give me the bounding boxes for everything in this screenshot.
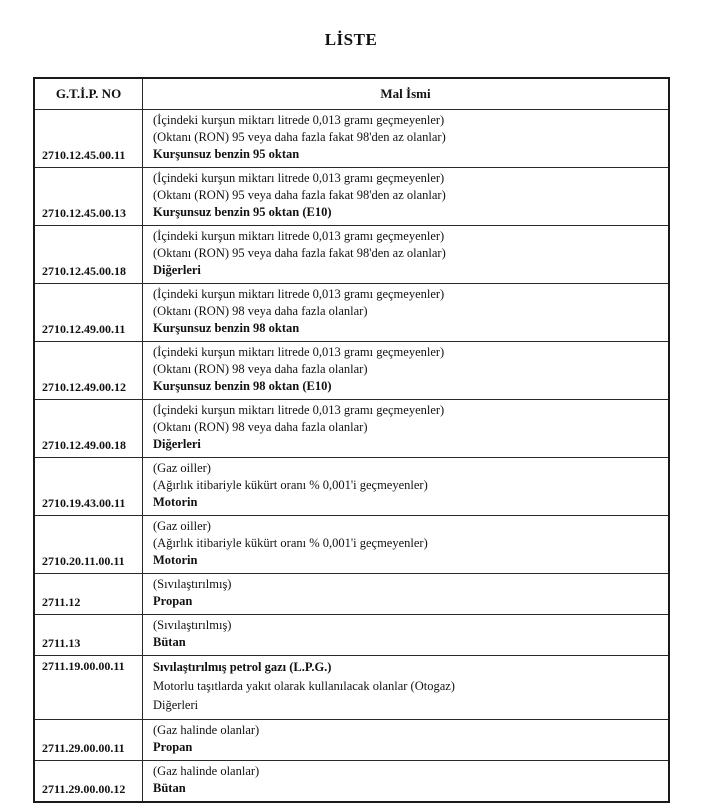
- column-header-mal-ismi: Mal İsmi: [143, 78, 670, 110]
- row-line: Kurşunsuz benzin 95 oktan (E10): [153, 205, 332, 219]
- row-line: (İçindeki kurşun miktarı litrede 0,013 gramı geçmeyenler): [153, 113, 445, 127]
- table-row: [34, 342, 669, 400]
- row-name-cell: [143, 458, 670, 516]
- row-name-cell: [143, 168, 670, 226]
- row-name-cell: [143, 720, 670, 761]
- row-line: (Gaz oiller): [153, 519, 211, 533]
- page-title: LİSTE: [324, 30, 378, 49]
- table-row: [34, 574, 669, 615]
- row-line: (Ağırlık itibariyle kükürt oranı % 0,001'i geçmeyenler): [153, 478, 428, 492]
- row-code-cell: 2711.19.00.00.11: [34, 656, 143, 720]
- row-line: (İçindeki kurşun miktarı litrede 0,013 gramı geçmeyenler): [153, 229, 445, 243]
- row-line: (İçindeki kurşun miktarı litrede 0,013 gramı geçmeyenler): [153, 287, 445, 301]
- table-row: [34, 400, 669, 458]
- table-row: [34, 720, 669, 761]
- row-line: (Oktanı (RON) 98 veya daha fazla olanlar): [153, 420, 368, 434]
- row-code-cell: 2711.29.00.00.12: [34, 761, 143, 803]
- row-line: (İçindeki kurşun miktarı litrede 0,013 gramı geçmeyenler): [153, 345, 445, 359]
- row-name-cell: [143, 342, 670, 400]
- row-line: (İçindeki kurşun miktarı litrede 0,013 gramı geçmeyenler): [153, 403, 445, 417]
- table-row: [34, 615, 669, 656]
- row-name-cell: [143, 400, 670, 458]
- row-code-cell: 2710.12.45.00.11: [34, 110, 143, 168]
- row-line: Motorin: [153, 553, 198, 567]
- table-row: [34, 656, 669, 720]
- row-line: Propan: [153, 740, 193, 754]
- row-line: Diğerleri: [153, 698, 199, 712]
- row-line: (Gaz halinde olanlar): [153, 723, 260, 737]
- table-row: [34, 110, 669, 168]
- table-body: [34, 110, 669, 803]
- row-code-cell: 2711.13: [34, 615, 143, 656]
- row-name-cell: [143, 761, 670, 803]
- row-line: (Sıvılaştırılmış): [153, 618, 232, 632]
- table-row: [34, 226, 669, 284]
- tariff-table: [33, 77, 670, 803]
- row-line: (Gaz oiller): [153, 461, 211, 475]
- row-code-cell: 2710.19.43.00.11: [34, 458, 143, 516]
- row-line: Motorin: [153, 495, 198, 509]
- row-name-cell: [143, 226, 670, 284]
- row-name-cell: [143, 284, 670, 342]
- header-row: [34, 78, 669, 110]
- table-row: [34, 284, 669, 342]
- row-name-cell: [143, 615, 670, 656]
- row-name-cell: [143, 656, 670, 720]
- row-line: Kurşunsuz benzin 98 oktan: [153, 321, 300, 335]
- table-row: [34, 458, 669, 516]
- row-code-cell: 2710.12.49.00.11: [34, 284, 143, 342]
- row-line: (Oktanı (RON) 98 veya daha fazla olanlar): [153, 304, 368, 318]
- row-line: (Gaz halinde olanlar): [153, 764, 260, 778]
- table-row: [34, 761, 669, 803]
- row-code-cell: 2711.12: [34, 574, 143, 615]
- row-line: Diğerleri: [153, 437, 201, 451]
- row-code-cell: 2710.12.45.00.18: [34, 226, 143, 284]
- row-line: (Oktanı (RON) 98 veya daha fazla olanlar): [153, 362, 368, 376]
- row-line: (Ağırlık itibariyle kükürt oranı % 0,001'i geçmeyenler): [153, 536, 428, 550]
- row-line: Sıvılaştırılmış petrol gazı (L.P.G.): [153, 660, 332, 674]
- row-name-cell: [143, 516, 670, 574]
- row-line: (Oktanı (RON) 95 veya daha fazla fakat 98'den az olanlar): [153, 246, 446, 260]
- row-line: Propan: [153, 594, 193, 608]
- row-code-cell: 2710.12.49.00.18: [34, 400, 143, 458]
- table-row: [34, 168, 669, 226]
- row-name-cell: [143, 110, 670, 168]
- row-line: Bütan: [153, 781, 186, 795]
- table-header: [34, 78, 669, 110]
- row-code-cell: 2710.20.11.00.11: [34, 516, 143, 574]
- row-line: Kurşunsuz benzin 98 oktan (E10): [153, 379, 332, 393]
- row-line: Kurşunsuz benzin 95 oktan: [153, 147, 300, 161]
- row-line: (Sıvılaştırılmış): [153, 577, 232, 591]
- row-code-cell: 2711.29.00.00.11: [34, 720, 143, 761]
- row-code-cell: 2710.12.49.00.12: [34, 342, 143, 400]
- row-line: Bütan: [153, 635, 186, 649]
- row-line: Diğerleri: [153, 263, 201, 277]
- table-row: [34, 516, 669, 574]
- row-line: (İçindeki kurşun miktarı litrede 0,013 gramı geçmeyenler): [153, 171, 445, 185]
- row-line: (Oktanı (RON) 95 veya daha fazla fakat 98'den az olanlar): [153, 130, 446, 144]
- row-line: (Oktanı (RON) 95 veya daha fazla fakat 98'den az olanlar): [153, 188, 446, 202]
- row-name-cell: [143, 574, 670, 615]
- column-header-gtip-no: G.T.İ.P. NO: [34, 78, 143, 110]
- row-line: Motorlu taşıtlarda yakıt olarak kullanılacak olanlar (Otogaz): [153, 679, 455, 693]
- row-code-cell: 2710.12.45.00.13: [34, 168, 143, 226]
